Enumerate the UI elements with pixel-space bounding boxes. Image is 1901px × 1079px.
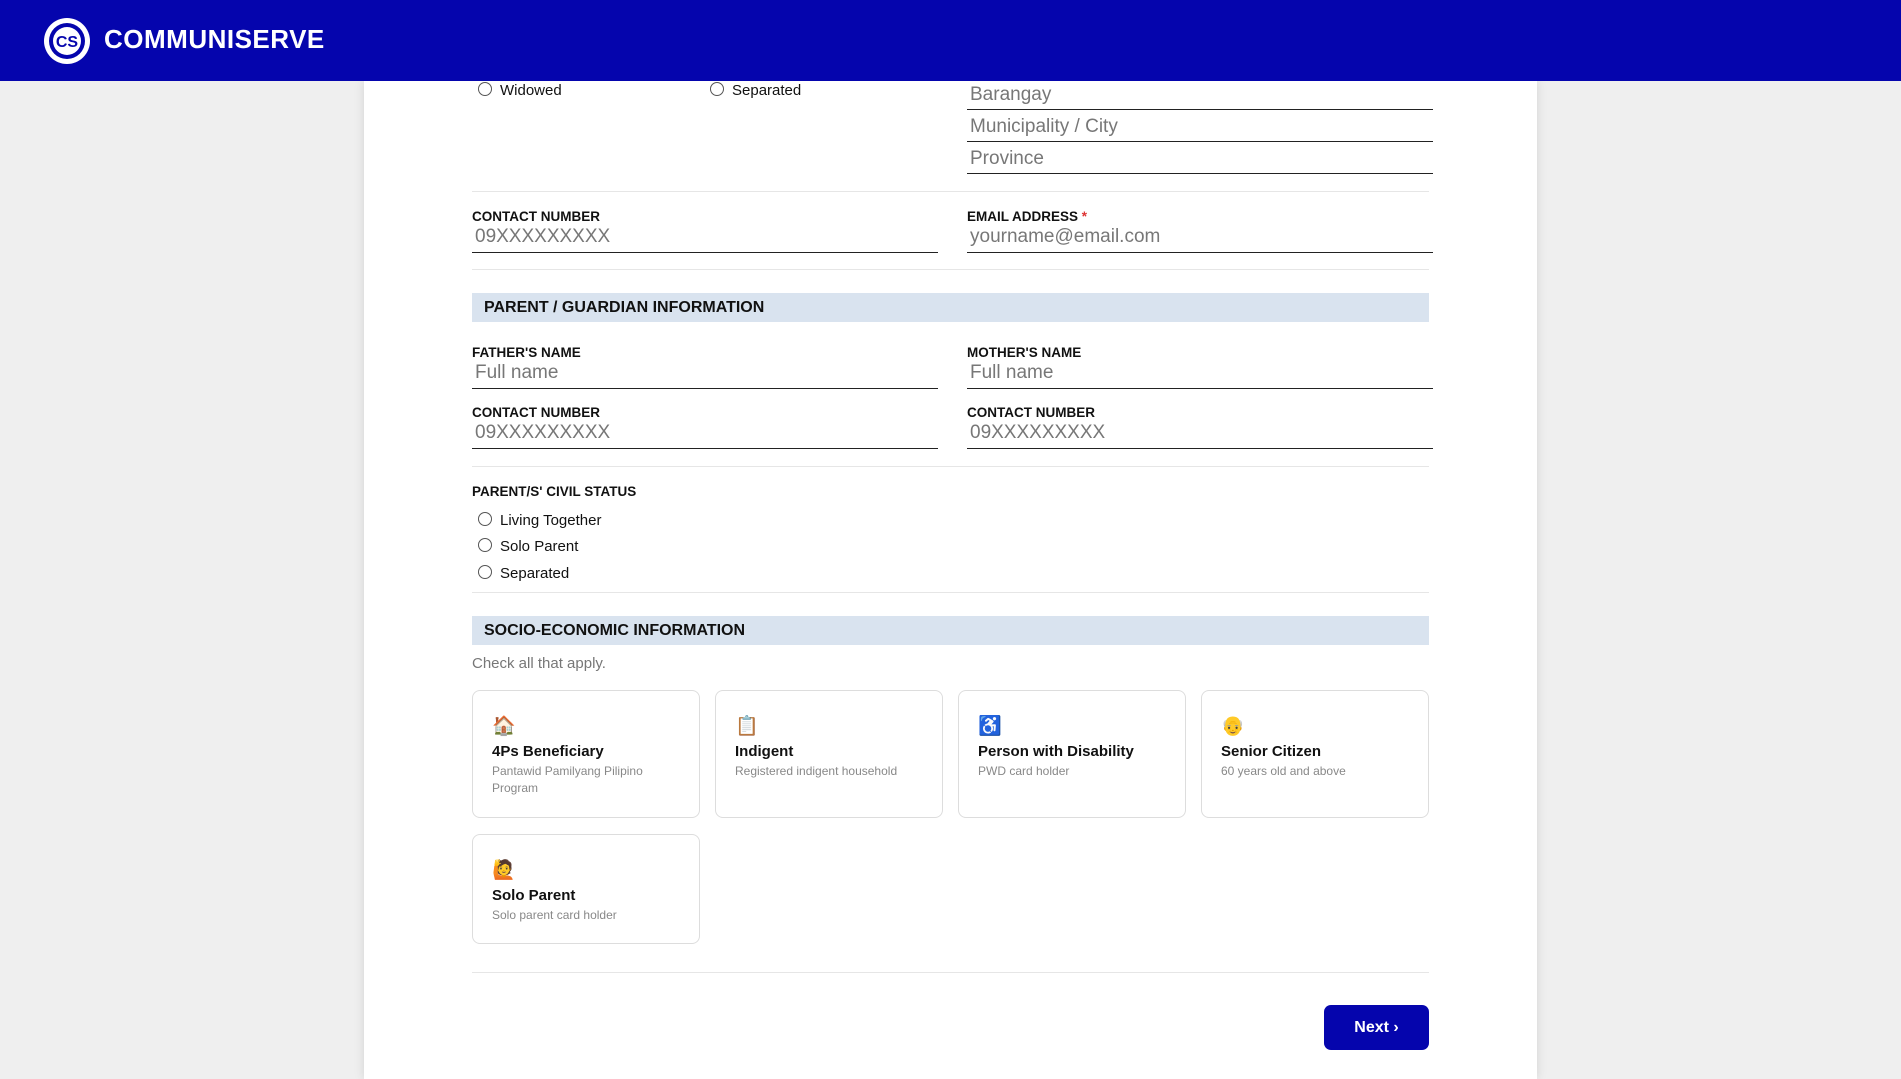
option-card-solo-parent[interactable] [472, 834, 700, 944]
required-marker: * [1081, 209, 1088, 224]
option-card-indigent[interactable] [715, 690, 943, 818]
svg-text:CS: CS [55, 34, 79, 51]
email-input[interactable]: yourname@email.com [967, 226, 1433, 253]
radio-circle-icon[interactable] [710, 82, 724, 96]
next-button[interactable]: Next › [1324, 1005, 1429, 1050]
mother-name-label: MOTHER'S NAME [967, 345, 1082, 360]
divider [472, 592, 1429, 593]
mother-name-input[interactable]: Full name [967, 362, 1433, 389]
option-desc: Registered indigent household [735, 764, 898, 778]
divider [472, 269, 1429, 270]
radio-circle-icon[interactable] [478, 82, 492, 96]
radio-label: Separated [732, 82, 802, 99]
section-title-parent-guardian: PARENT / GUARDIAN INFORMATION [472, 293, 1429, 322]
barangay-input[interactable]: Barangay [967, 84, 1433, 110]
solo-parent-icon: 🙋 [492, 860, 516, 881]
father-name-input[interactable]: Full name [472, 362, 938, 389]
divider [472, 466, 1429, 467]
radio-separated[interactable] [710, 82, 801, 99]
parent-civil-status-label: PARENT/S' CIVIL STATUS [472, 484, 637, 499]
house-icon: 🏠 [492, 716, 516, 737]
contact-number-input[interactable]: 09XXXXXXXXX [472, 226, 938, 253]
radio-label: Solo Parent [500, 538, 579, 555]
radio-circle-icon[interactable] [478, 538, 492, 552]
municipality-input[interactable]: Municipality / City [967, 116, 1433, 142]
option-title: 4Ps Beneficiary [492, 743, 604, 760]
province-input[interactable]: Province [967, 148, 1433, 174]
option-desc: 60 years old and above [1221, 764, 1346, 778]
option-desc: Solo parent card holder [492, 908, 617, 922]
communiserve-logo-icon[interactable] [44, 18, 90, 64]
elderly-person-icon: 👴 [1221, 716, 1245, 737]
option-card-4ps[interactable] [472, 690, 700, 818]
father-contact-input[interactable]: 09XXXXXXXXX [472, 422, 938, 449]
radio-circle-icon[interactable] [478, 512, 492, 526]
clipboard-icon: 📋 [735, 716, 759, 737]
option-card-senior[interactable] [1201, 690, 1429, 818]
option-card-pwd[interactable] [958, 690, 1186, 818]
radio-separated-parent[interactable] [478, 565, 569, 582]
divider [472, 191, 1429, 192]
father-name-label: FATHER'S NAME [472, 345, 581, 360]
divider [472, 972, 1429, 973]
option-title: Senior Citizen [1221, 743, 1322, 760]
radio-label: Living Together [500, 512, 602, 529]
radio-solo-parent[interactable] [478, 538, 578, 555]
radio-label: Separated [500, 565, 570, 582]
wheelchair-icon: ♿ [978, 716, 1002, 737]
radio-living-together[interactable] [478, 512, 601, 529]
mother-contact-input[interactable]: 09XXXXXXXXX [967, 422, 1433, 449]
top-navbar [0, 0, 1901, 81]
section-title-socio-economic: SOCIO-ECONOMIC INFORMATION [472, 616, 1429, 645]
check-all-hint: Check all that apply. [472, 655, 606, 672]
option-desc: Pantawid Pamilyang Pilipino Program [492, 764, 643, 795]
email-address-label: EMAIL ADDRESS * [967, 209, 1088, 224]
radio-widowed[interactable] [478, 82, 562, 99]
mother-contact-label: CONTACT NUMBER [967, 405, 1095, 420]
option-title: Person with Disability [978, 743, 1134, 760]
radio-circle-icon[interactable] [478, 565, 492, 579]
option-title: Indigent [735, 743, 794, 760]
option-title: Solo Parent [492, 887, 576, 904]
option-desc: PWD card holder [978, 764, 1070, 778]
father-contact-label: CONTACT NUMBER [472, 405, 600, 420]
contact-number-label: CONTACT NUMBER [472, 209, 600, 224]
radio-label: Widowed [500, 82, 562, 99]
brand-name: COMMUNISERVE [104, 24, 325, 54]
